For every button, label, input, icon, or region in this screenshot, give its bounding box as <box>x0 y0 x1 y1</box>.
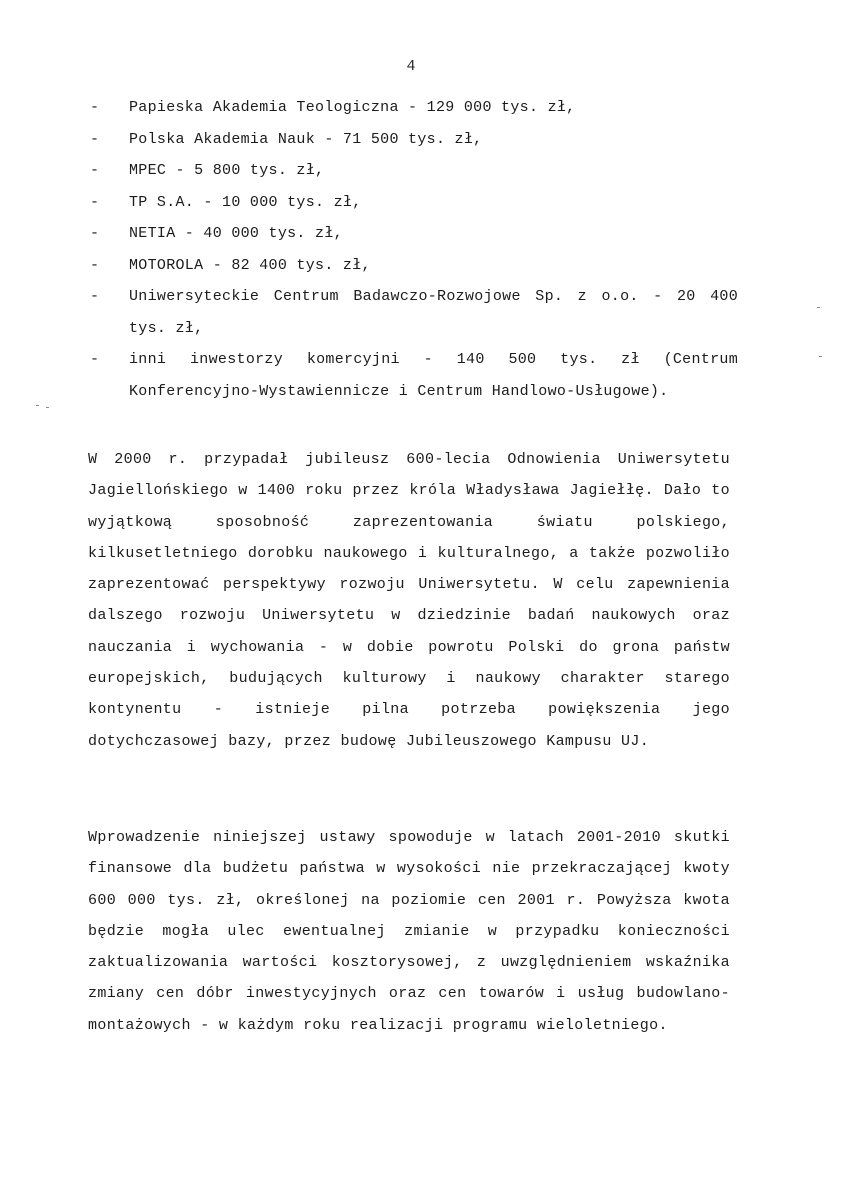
list-item <box>88 124 738 156</box>
list-dash: - <box>90 162 100 179</box>
list-dash: - <box>90 288 100 305</box>
list-item <box>88 155 738 187</box>
list-item-text: Polska Akademia Nauk - 71 500 tys. zł, <box>129 130 483 148</box>
list-item <box>88 250 738 282</box>
list-dash: - <box>90 351 100 368</box>
list-item <box>88 92 738 124</box>
list-item-text: TP S.A. - 10 000 tys. zł, <box>129 193 362 211</box>
list-item-text: inni inwestorzy komercyjni - 140 500 tys. zł (Centrum Konferencyjno-Wystawiennicze i Centrum Handlowo-Usługowe). <box>129 351 738 400</box>
scan-speck <box>819 356 822 357</box>
list-item-text: NETIA - 40 000 tys. zł, <box>129 225 343 242</box>
list-dash: - <box>90 130 100 148</box>
list-item-text: MOTOROLA - 82 400 tys. zł, <box>129 256 371 274</box>
investor-list <box>88 92 738 407</box>
list-item <box>88 218 738 250</box>
list-item <box>88 344 738 407</box>
list-dash: - <box>90 99 100 116</box>
list-item <box>88 281 738 344</box>
list-dash: - <box>90 256 100 274</box>
list-item <box>88 187 738 219</box>
paragraph-jubilee: W 2000 r. przypadał jubileusz 600-lecia Odnowienia Uniwersytetu Jagiellońskiego w 1400 roku przez króla Władysława Jagiełłę. Dało to wyjątkową sposobność zaprezentowania światu polskiego, kilkusetletniego dorobku naukowego i kulturalnego, a także pozwoliło zaprezentować perspektywy rozwoju Uniwersytetu. W celu zapewnienia dalszego rozwoju Uniwersytetu w dziedzinie badań naukowych oraz nauczania i wychowania - w dobie powrotu Polski do grona państw europejskich, budujących kulturowy i naukowy charakter starego kontynentu - istnieje pilna potrzeba powiększenia jego dotychczasowej bazy, przez budowę Jubileuszowego Kampusu UJ. <box>88 451 730 750</box>
page-number: 4 <box>406 58 416 75</box>
paragraph-financial-effects: Wprowadzenie niniejszej ustawy spowoduje w latach 2001-2010 skutki finansowe dla budżetu państwa w wysokości nie przekraczającej kwoty 600 000 tys. zł, określonej na poziomie cen 2001 r. Powyższa kwota będzie mogła ulec ewentualnej zmianie w przypadku konieczności zaktualizowania wartości kosztorysowej, z uwzględnieniem wskaźnika zmiany cen dóbr inwestycyjnych oraz cen towarów i usług budowlano-montażowych - w każdym roku realizacji programu wieloletniego. <box>88 829 730 1034</box>
list-item-text: MPEC - 5 800 tys. zł, <box>129 162 325 179</box>
list-dash: - <box>90 225 100 242</box>
list-item-text: Uniwersyteckie Centrum Badawczo-Rozwojowe Sp. z o.o. - 20 400 tys. zł, <box>129 288 738 337</box>
scan-speck <box>36 405 39 406</box>
list-dash: - <box>90 193 100 211</box>
scan-speck <box>817 307 820 308</box>
scan-speck <box>46 407 49 408</box>
list-item-text: Papieska Akademia Teologiczna - 129 000 tys. zł, <box>129 99 576 116</box>
